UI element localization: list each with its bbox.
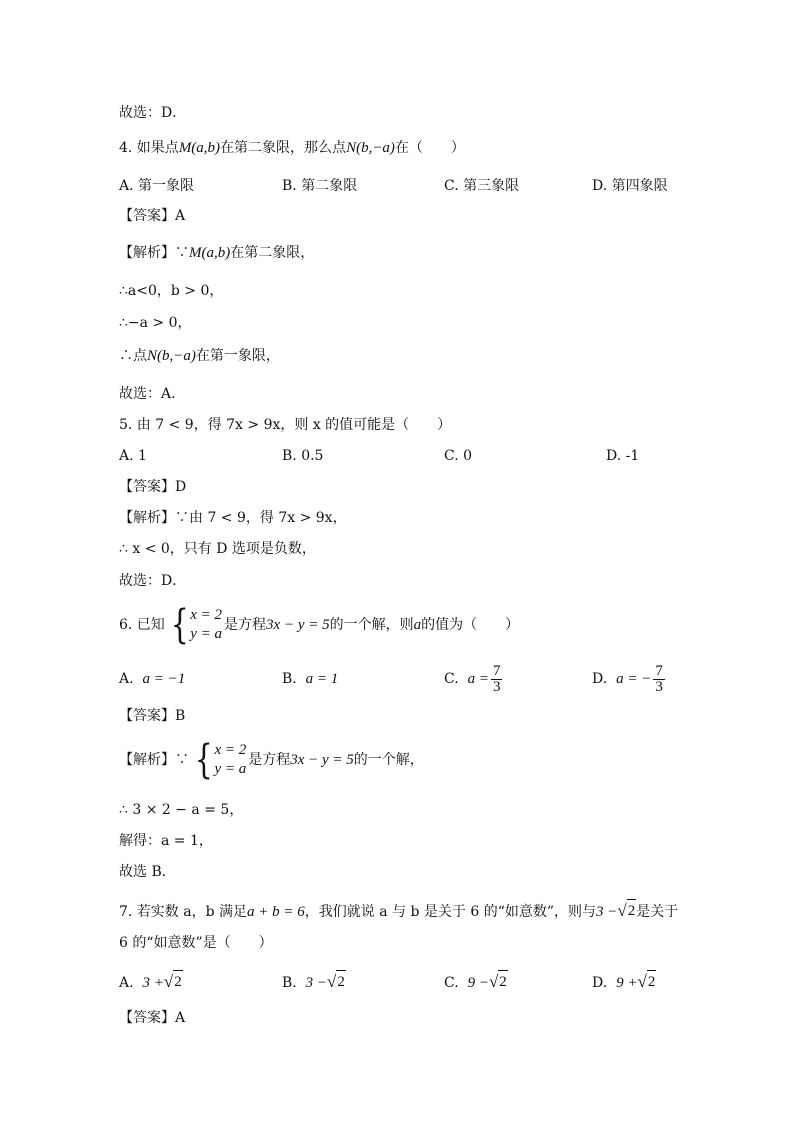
q6-option-d <box>592 660 667 698</box>
q6-variable-a: a <box>413 617 422 633</box>
q5-option-b: B. 0.5 <box>282 448 324 464</box>
q6-stem-suffix: 的值为（ ） <box>421 617 520 633</box>
option-expression: a = − <box>616 671 652 687</box>
radicand: 2 <box>647 970 657 993</box>
q5-conclusion: 故选：D． <box>119 573 187 589</box>
q4-option-c: C. 第三象限 <box>444 178 520 194</box>
option-letter: A. <box>119 975 134 991</box>
q5-option-c: C. 0 <box>444 448 473 464</box>
q5-analysis-1 <box>119 509 347 527</box>
option-expression <box>305 972 346 991</box>
q4-stem-prefix: 4. 如果点 <box>119 140 179 156</box>
q6-stem-mid2: 的一个解，则 <box>329 617 414 633</box>
answer-value: A <box>175 1010 186 1026</box>
q3-conclusion: 故选：D． <box>119 105 187 121</box>
q6-analysis-system <box>191 737 247 783</box>
q6-option-c <box>444 660 504 698</box>
q4-stem <box>119 139 465 157</box>
option-letter: D. <box>592 671 608 687</box>
q4-option-a: A. 第一象限 <box>119 178 195 194</box>
q6-analysis-mid: 是方程 <box>248 752 291 768</box>
q4-analysis-point-m: M(a,b) <box>189 245 231 261</box>
q4-stem-mid: 在第二象限，那么点 <box>220 140 347 156</box>
option-letter: A. <box>119 671 134 687</box>
option-letter: B. <box>282 671 297 687</box>
q4-analysis-3: ∴−a > 0， <box>119 315 192 331</box>
q4-analysis-4-text: 在第一象限， <box>195 348 280 364</box>
answer-label: 【答案】 <box>119 479 175 495</box>
system-row-2: y = a <box>214 761 247 777</box>
q5-analysis-2: ∴ x < 0，只有 D 选项是负数， <box>119 541 316 557</box>
q6-equation-system <box>167 602 223 648</box>
answer-label: 【答案】 <box>119 208 175 224</box>
analysis-label: 【解析】 <box>119 245 175 261</box>
q6-analysis-3: 解得：a = 1， <box>119 833 213 849</box>
q7-stem-c: 是关于 <box>636 904 679 920</box>
q4-answer <box>119 207 185 225</box>
expr-prefix: 9 − <box>467 975 489 991</box>
q4-analysis-text: 在第二象限， <box>230 245 315 261</box>
expr-prefix: 3 − <box>596 904 618 920</box>
q4-point-n: N(b,−a) <box>346 140 395 156</box>
sqrt-symbol: √ 2 <box>327 972 345 991</box>
answer-value: B <box>175 708 186 724</box>
q6-conclusion: 故选 B． <box>119 864 176 880</box>
denominator: 3 <box>655 678 663 695</box>
q7-stem-b: ，我们就说 a 与 b 是关于 6 的“如意数”，则与 <box>304 904 597 920</box>
option-expression: a = 1 <box>305 671 339 687</box>
q4-analysis-4 <box>119 347 280 365</box>
answer-value: D <box>175 479 187 495</box>
sqrt-symbol: √ 2 <box>163 972 182 991</box>
option-letter: D. <box>592 975 608 991</box>
sqrt-symbol: √ 2 <box>637 972 656 991</box>
expr-prefix: 3 + <box>142 975 164 991</box>
option-expression <box>142 972 182 991</box>
q6-stem-prefix: 6. 已知 <box>119 617 165 633</box>
numerator: 7 <box>492 662 501 679</box>
radicand: 2 <box>498 970 508 993</box>
system-row-2: y = a <box>190 626 223 642</box>
fraction <box>491 664 503 695</box>
option-expression <box>616 972 656 991</box>
q7-option-a <box>119 970 183 994</box>
q6-stem <box>119 602 520 648</box>
q4-analysis-point-n: N(b,−a) <box>147 348 196 364</box>
option-letter: B. <box>282 975 297 991</box>
sqrt-symbol: √ 2 <box>617 901 636 920</box>
q6-analysis-2: ∴ 3 × 2 − a = 5， <box>119 802 244 818</box>
q7-stem-line-2: 6 的“如意数”是（ ） <box>119 935 273 951</box>
q5-answer <box>119 478 186 496</box>
fraction <box>653 664 665 695</box>
q6-analysis-post: 的一个解， <box>353 752 424 768</box>
option-expression: a = <box>467 671 489 687</box>
option-letter: C. <box>444 671 459 687</box>
radicand: 2 <box>173 970 183 993</box>
q4-option-b: B. 第二象限 <box>282 178 358 194</box>
expr-prefix: 3 − <box>305 975 328 991</box>
q4-analysis-1 <box>119 244 314 262</box>
q6-analysis-1 <box>119 737 424 783</box>
q4-stem-suffix: 在（ ） <box>394 140 465 156</box>
q5-option-d: D. -1 <box>606 448 640 464</box>
q7-expr <box>596 901 636 920</box>
system-row-1: x = 2 <box>214 742 247 758</box>
option-expression: a = −1 <box>142 671 186 687</box>
q6-answer <box>119 707 185 725</box>
q5-option-a: A. 1 <box>119 448 147 464</box>
denominator: 3 <box>492 678 501 695</box>
left-brace-icon: { <box>170 602 189 648</box>
sqrt-symbol: √ 2 <box>488 972 507 991</box>
q7-condition: a + b = 6 <box>247 904 305 920</box>
expr-prefix: 9 + <box>616 975 638 991</box>
because-symbol: ∵ <box>175 752 189 768</box>
option-letter: C. <box>444 975 459 991</box>
option-expression <box>467 972 508 991</box>
q6-equation: 3x − y = 5 <box>266 617 330 633</box>
q5-stem: 5. 由 7 < 9，得 7x > 9x，则 x 的值可能是（ ） <box>119 417 452 433</box>
left-brace-icon: { <box>194 737 213 783</box>
q6-analysis-equation: 3x − y = 5 <box>290 752 354 768</box>
q7-answer <box>119 1009 185 1027</box>
therefore-point: ∴点 <box>119 348 147 364</box>
because-symbol: ∵ <box>175 245 189 261</box>
system-row-1: x = 2 <box>190 607 223 623</box>
q4-conclusion: 故选：A． <box>119 386 186 402</box>
q7-option-b <box>282 970 346 994</box>
analysis-label: 【解析】 <box>119 510 175 526</box>
q4-point-m: M(a,b) <box>178 140 221 156</box>
q4-option-d: D. 第四象限 <box>592 178 668 194</box>
q7-stem-line-1 <box>119 899 678 923</box>
q7-stem-a: 7. 若实数 a，b 满足 <box>119 904 248 920</box>
radicand: 2 <box>336 970 346 993</box>
q6-stem-mid: 是方程 <box>224 617 267 633</box>
q7-option-c <box>444 970 508 994</box>
q6-option-b <box>282 670 338 688</box>
answer-label: 【答案】 <box>119 1010 175 1026</box>
analysis-label: 【解析】 <box>119 752 175 768</box>
q5-analysis-text: ∵由 7 < 9，得 7x > 9x， <box>175 510 347 526</box>
radicand: 2 <box>627 899 637 922</box>
q7-option-d <box>592 970 656 994</box>
numerator: 7 <box>655 662 663 679</box>
q6-option-a <box>119 670 185 688</box>
answer-label: 【答案】 <box>119 708 175 724</box>
q4-analysis-2: ∴a<0，b > 0， <box>119 283 224 299</box>
answer-value: A <box>175 208 186 224</box>
